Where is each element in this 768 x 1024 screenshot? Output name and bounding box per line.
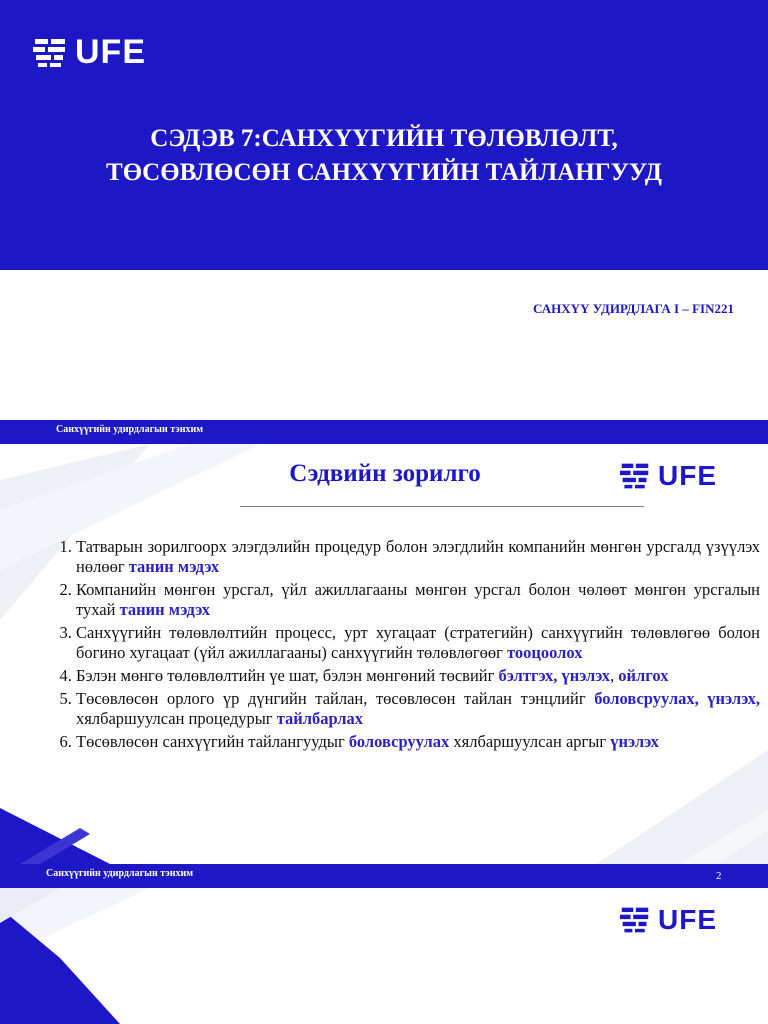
list-item: 5. Төсөвлөсөн орлого үр дүнгийн тайлан, төсөвлөсөн тайлан тэнцлийг боловсруулах, үнэлэх, хялбаршуулсан процедурыг тайлбарлах [76, 689, 760, 729]
ufe-emblem-icon [620, 461, 650, 491]
ufe-logo [620, 460, 717, 492]
title-divider [240, 506, 644, 507]
objectives-list [40, 537, 760, 755]
header-bar [0, 420, 768, 444]
title-slide [0, 0, 768, 420]
course-label: САНХҮҮ УДИРДЛАГА I – FIN221 [533, 301, 734, 316]
objectives-title: Сэдвийн зорилго [289, 460, 481, 487]
ufe-emblem-icon [33, 36, 67, 70]
list-item: 1. Татварын зорилгоорх элэгдэлийн процедур болон элэгдлийн компанийн мөнгөн урсгалд үзүүлэх нөлөөг танин мэдэх [76, 537, 760, 577]
next-slide-partial [0, 888, 768, 1024]
logo-text: UFE [75, 33, 146, 71]
list-item: 2. Компанийн мөнгөн урсгал, үйл ажиллагааны мөнгөн урсгал болон чөлөөт мөнгөн урсгалын тухай танин мэдэх [76, 580, 760, 620]
logo-text: UFE [658, 460, 717, 491]
logo-text: UFE [658, 904, 717, 935]
title-line-1: СЭДЭВ 7:САНХҮҮГИЙН ТӨЛӨВЛӨЛТ, [150, 125, 618, 152]
title-line-2: ТӨСӨВЛӨСӨН САНХҮҮГИЙН ТАЙЛАНГУУД [106, 159, 662, 186]
ufe-logo [620, 904, 717, 936]
objectives-slide [0, 420, 768, 888]
list-item: 6. Төсөвлөсөн санхүүгийн тайлангуудыг боловсруулах хялбаршуулсан аргыг үнэлэх [76, 732, 760, 752]
list-item: 3. Санхүүгийн төлөвлөлтийн процесс, урт хугацаат (стратегийн) санхүүгийн төлөвлөгөө болон богино хугацаат (үйл ажиллагааны) санхүүгийн төлөвлөгөөг тооцоолох [76, 623, 760, 663]
ufe-logo [33, 33, 146, 72]
footer-department-label: Санхүүгийн удирдлагын тэнхим [46, 868, 194, 879]
footer-bar [0, 864, 768, 888]
list-item: 4. Бэлэн мөнгө төлөвлөлтийн үе шат, бэлэн мөнгөний төсвийг бэлтгэх, үнэлэх, ойлгох [76, 666, 760, 686]
page-number: 2 [716, 870, 722, 882]
slide-title [40, 122, 728, 190]
department-label: Санхүүгийн удирдлагын тэнхим [56, 424, 204, 435]
ufe-emblem-icon [620, 905, 650, 935]
